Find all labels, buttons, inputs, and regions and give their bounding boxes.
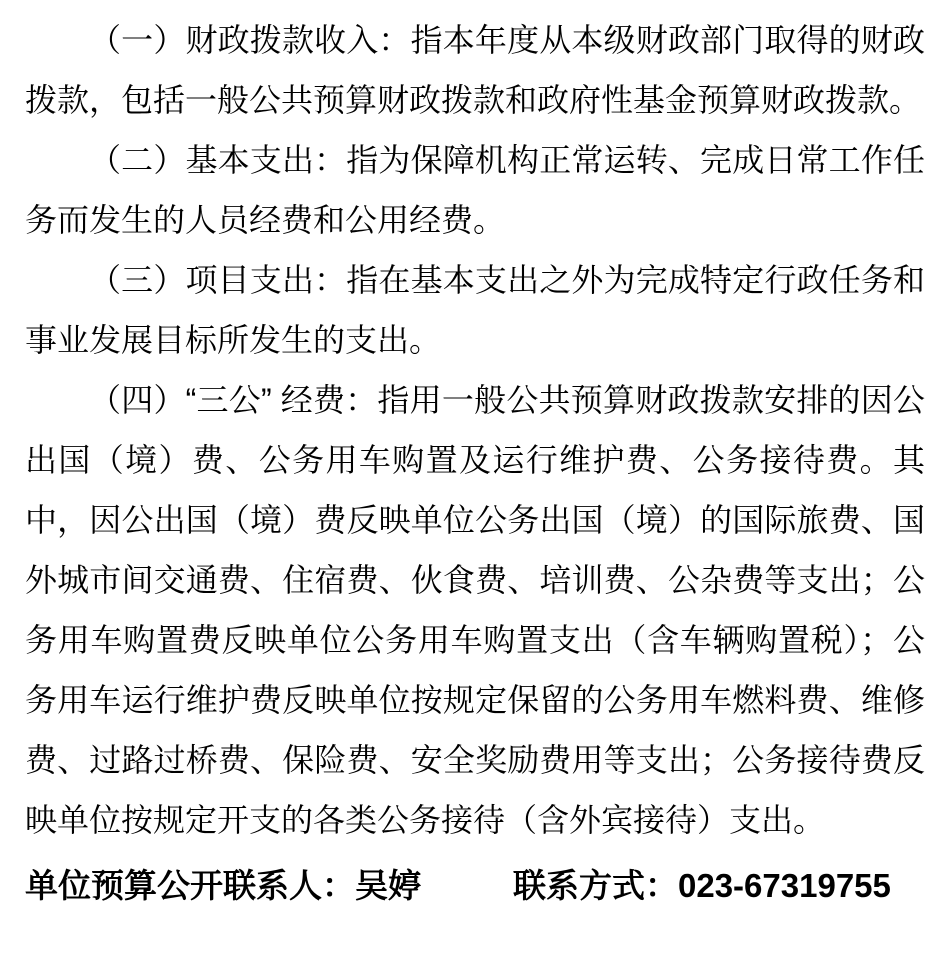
- paragraph-definition-project-expenditure: （三）项目支出：指在基本支出之外为完成特定行政任务和事业发展目标所发生的支出。: [25, 262, 925, 358]
- contact-person-name: 吴婷: [355, 867, 421, 904]
- paragraph-definition-fiscal-appropriation-income: （一）财政拨款收入：指本年度从本级财政部门取得的财政拨款，包括一般公共预算财政拨款和政府性基金预算财政拨款。: [25, 22, 925, 118]
- contact-phone-number: 023-67319755: [678, 867, 891, 904]
- paragraph-definition-basic-expenditure: （二）基本支出：指为保障机构正常运转、完成日常工作任务而发生的人员经费和公用经费。: [25, 142, 925, 238]
- contact-method-label: 联系方式：: [513, 867, 678, 904]
- contact-person-label: 单位预算公开联系人：: [25, 867, 355, 904]
- contact-footer: [25, 856, 925, 916]
- paragraph-definition-three-public-funds: （四）“三公” 经费：指用一般公共预算财政拨款安排的因公出国（境）费、公务用车购置及运行维护费、公务接待费。其中，因公出国（境）费反映单位公务出国（境）的国际旅费、国外城市间交通费、住宿费、伙食费、培训费、公杂费等支出；公务用车购置费反映单位公务用车购置支出（含车辆购置税）；公务用车运行维护费反映单位按规定保留的公务用车燃料费、维修费、过路过桥费、保险费、安全奖励费用等支出；公务接待费反映单位按规定开支的各类公务接待（含外宾接待）支出。: [25, 382, 925, 838]
